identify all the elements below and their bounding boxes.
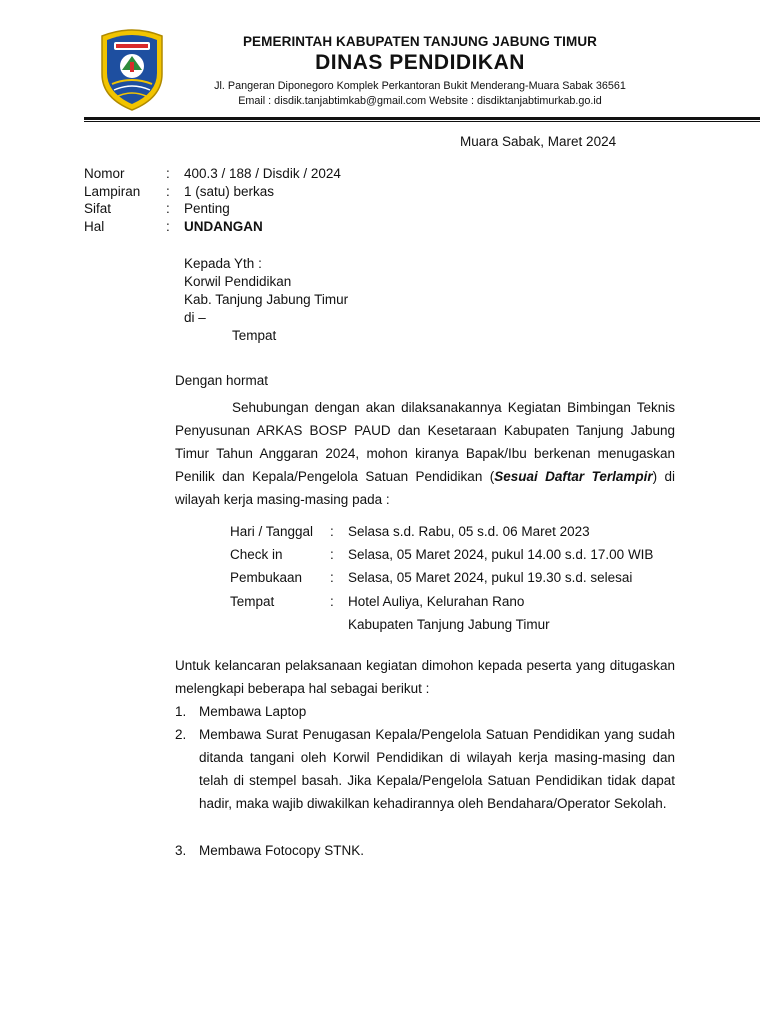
salutation: Dengan hormat [175, 373, 269, 388]
requirement-text: Membawa Laptop [199, 704, 307, 719]
requirement-number: 1. [175, 704, 187, 719]
requirement-text: Membawa Surat Penugasan Kepala/Pengelola Satuan Pendidikan yang sudah ditanda tangani oleh Korwil Pendidikan di wilayah kerja masing-masing dan telah di stempel basah. Jika Kepala/Pengelola Satuan Pendidikan tidak dapat hadir, maka wajib diwakilkan kehadirannya oleh Bendahara/Operator Sekolah. [199, 727, 675, 811]
meta-label: Sifat [84, 201, 112, 216]
letterhead-divider-thin [84, 121, 760, 122]
schedule-colon: : [330, 524, 334, 539]
recipient-block [184, 255, 348, 345]
recipient-region: Kab. Tanjung Jabung Timur [184, 292, 349, 307]
meta-value: Penting [184, 201, 230, 216]
meta-label: Lampiran [84, 184, 141, 199]
recipient-name: Korwil Pendidikan [184, 274, 292, 289]
meta-colon: : [166, 219, 170, 234]
requirement-item [175, 839, 675, 862]
letter-date: Muara Sabak, Maret 2024 [460, 134, 617, 149]
intro-paragraph [175, 396, 675, 511]
office-address: Jl. Pangeran Diponegoro Komplek Perkantoran Bukit Menderang-Muara Sabak 36561 [214, 80, 626, 92]
recipient-greeting: Kepada Yth : [184, 256, 262, 271]
schedule-value: Kabupaten Tanjung Jabung Timur [348, 617, 550, 632]
meta-row-lampiran [84, 184, 274, 199]
department-name: DINAS PENDIDIKAN [315, 51, 525, 74]
meta-row-hal [84, 219, 263, 234]
schedule-row [230, 594, 524, 609]
schedule-value: Selasa, 05 Maret 2024, pukul 19.30 s.d. selesai [348, 570, 633, 585]
schedule-label: Tempat [230, 594, 275, 609]
intro-tail: ) di wilayah kerja masing-masing pada : [175, 469, 675, 507]
schedule-row [230, 570, 632, 585]
recipient-place: Tempat [232, 328, 277, 343]
requirement-item [175, 700, 675, 723]
requirement-text: Membawa Fotocopy STNK. [199, 843, 365, 858]
requirement-number: 3. [175, 843, 187, 858]
meta-label: Hal [84, 219, 105, 234]
schedule-row [230, 524, 590, 539]
meta-label: Nomor [84, 166, 125, 181]
government-name: PEMERINTAH KABUPATEN TANJUNG JABUNG TIMUR [242, 34, 598, 49]
schedule-value: Hotel Auliya, Kelurahan Rano [348, 594, 525, 609]
requirement-number: 2. [175, 727, 187, 742]
schedule-colon: : [330, 594, 334, 609]
meta-row-sifat [84, 201, 230, 216]
meta-value: 1 (satu) berkas [184, 184, 275, 199]
regency-emblem-logo [94, 26, 170, 112]
meta-value: 400.3 / 188 / Disdik / 2024 [184, 166, 341, 181]
schedule-value: Selasa, 05 Maret 2024, pukul 14.00 s.d. 17.00 WIB [348, 547, 654, 562]
schedule-label: Check in [230, 547, 283, 562]
schedule-label: Hari / Tanggal [230, 524, 314, 539]
meta-colon: : [166, 166, 170, 181]
meta-colon: : [166, 184, 170, 199]
letterhead-divider-thick [84, 117, 760, 120]
intro-emphasis: Sesuai Daftar Terlampir [494, 469, 653, 484]
requirement-item [175, 723, 675, 815]
schedule-value: Selasa s.d. Rabu, 05 s.d. 06 Maret 2023 [348, 524, 590, 539]
meta-value: UNDANGAN [184, 219, 263, 234]
intro-text: Sehubungan dengan akan dilaksanakannya Kegiatan Bimbingan Teknis Penyusunan ARKAS BOSP PAUD dan Kesetaraan Kabupaten Tanjung Jabung Timur Tahun Anggaran 2024, mohon kiranya Bapak/Ibu berkenan menugaskan Penilik dan Kepala/Pengelola Satuan Pendidikan ( [175, 400, 675, 484]
schedule-colon: : [330, 547, 334, 562]
schedule-colon: : [330, 570, 334, 585]
meta-colon: : [166, 201, 170, 216]
contact-info: Email : disdik.tanjabtimkab@gmail.com Website : disdiktanjabtimurkab.go.id [238, 95, 602, 107]
recipient-at: di – [184, 310, 206, 325]
schedule-row [230, 547, 653, 562]
schedule-row [230, 617, 550, 632]
requirements-intro: Untuk kelancaran pelaksanaan kegiatan dimohon kepada peserta yang ditugaskan melengkapi beberapa hal sebagai berikut : [175, 658, 675, 696]
schedule-label: Pembukaan [230, 570, 303, 585]
meta-row-nomor [84, 166, 341, 181]
